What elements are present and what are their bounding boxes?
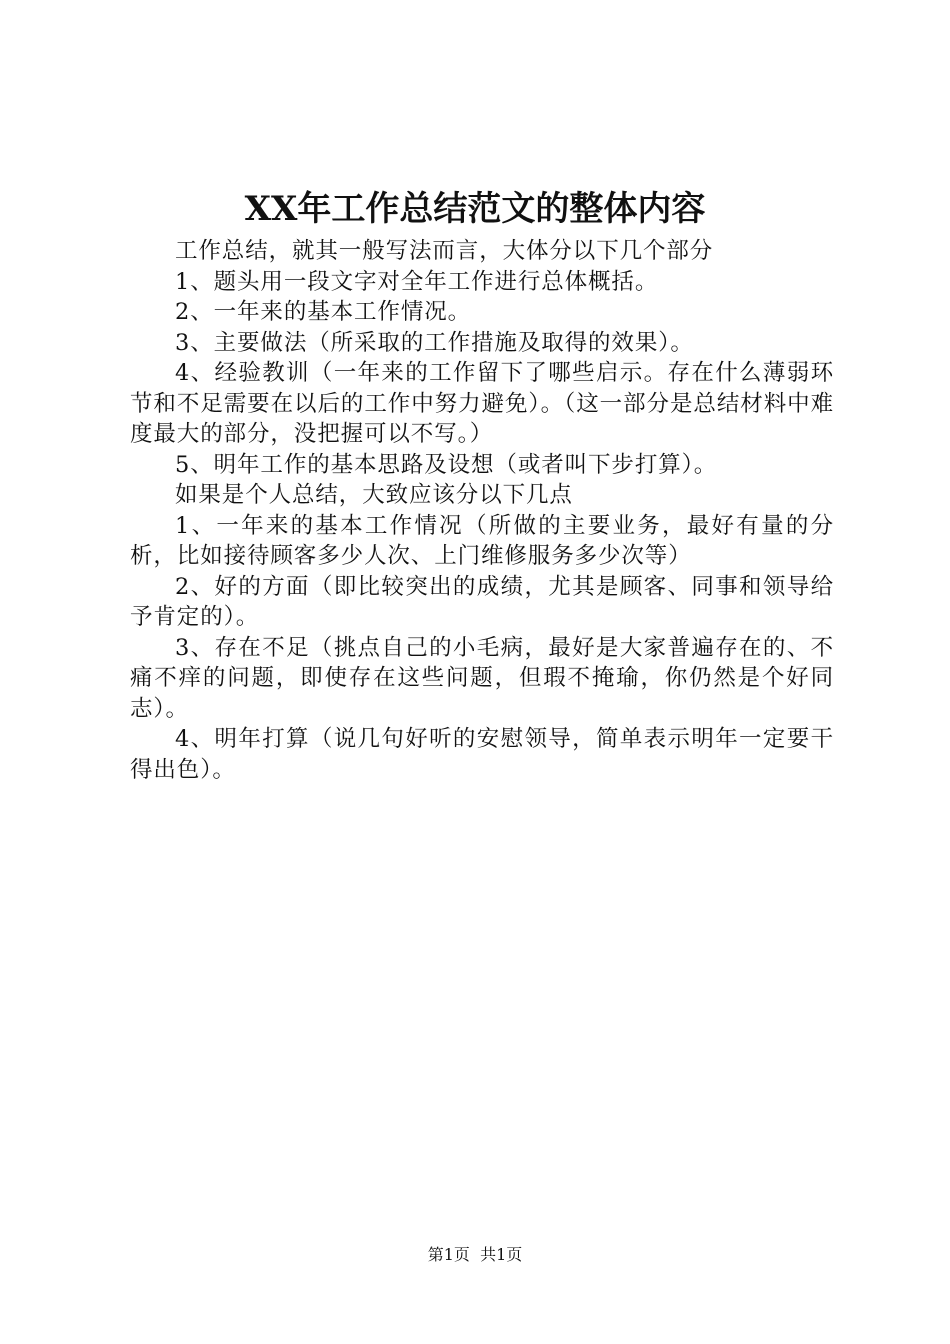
paragraph-intro: 工作总结，就其一般写法而言，大体分以下几个部分 <box>175 238 714 264</box>
paragraph-item-4: 4、经验教训（一年来的工作留下了哪些启示。存在什么薄弱环节和不足需要在以后的工作中努力避免）。（这一部分是总结材料中难度最大的部分，没把握可以不写。） <box>130 360 834 447</box>
page-footer <box>0 1244 950 1266</box>
paragraph-personal-item-3: 3、存在不足（挑点自己的小毛病，最好是大家普遍存在的、不痛不痒的问题，即使存在这些问题，但瑕不掩瑜，你仍然是个好同志）。 <box>130 634 834 722</box>
paragraph-personal-item-2: 2、好的方面（即比较突出的成绩，尤其是顾客、同事和领导给予肯定的）。 <box>130 573 834 630</box>
paragraph-personal-item-1: 1、一年来的基本工作情况（所做的主要业务，最好有量的分析，比如接待顾客多少人次、上门维修服务多少次等） <box>130 512 834 569</box>
paragraph-item-2: 2、一年来的基本工作情况。 <box>175 299 472 325</box>
document-title: XX年工作总结范文的整体内容 <box>244 189 706 229</box>
paragraph-item-3: 3、主要做法（所采取的工作措施及取得的效果）。 <box>175 329 694 356</box>
page-total: 共1页 <box>480 1245 523 1264</box>
document-body <box>130 236 834 785</box>
paragraph-item-5: 5、明年工作的基本思路及设想（或者叫下步打算）。 <box>175 451 718 478</box>
paragraph-item-1: 1、题头用一段文字对全年工作进行总体概括。 <box>175 268 659 295</box>
page-number: 第1页 <box>427 1245 470 1264</box>
paragraph-personal-item-4: 4、明年打算（说几句好听的安慰领导，简单表示明年一定要干得出色）。 <box>130 726 834 783</box>
paragraph-personal-intro: 如果是个人总结，大致应该分以下几点 <box>175 482 573 508</box>
